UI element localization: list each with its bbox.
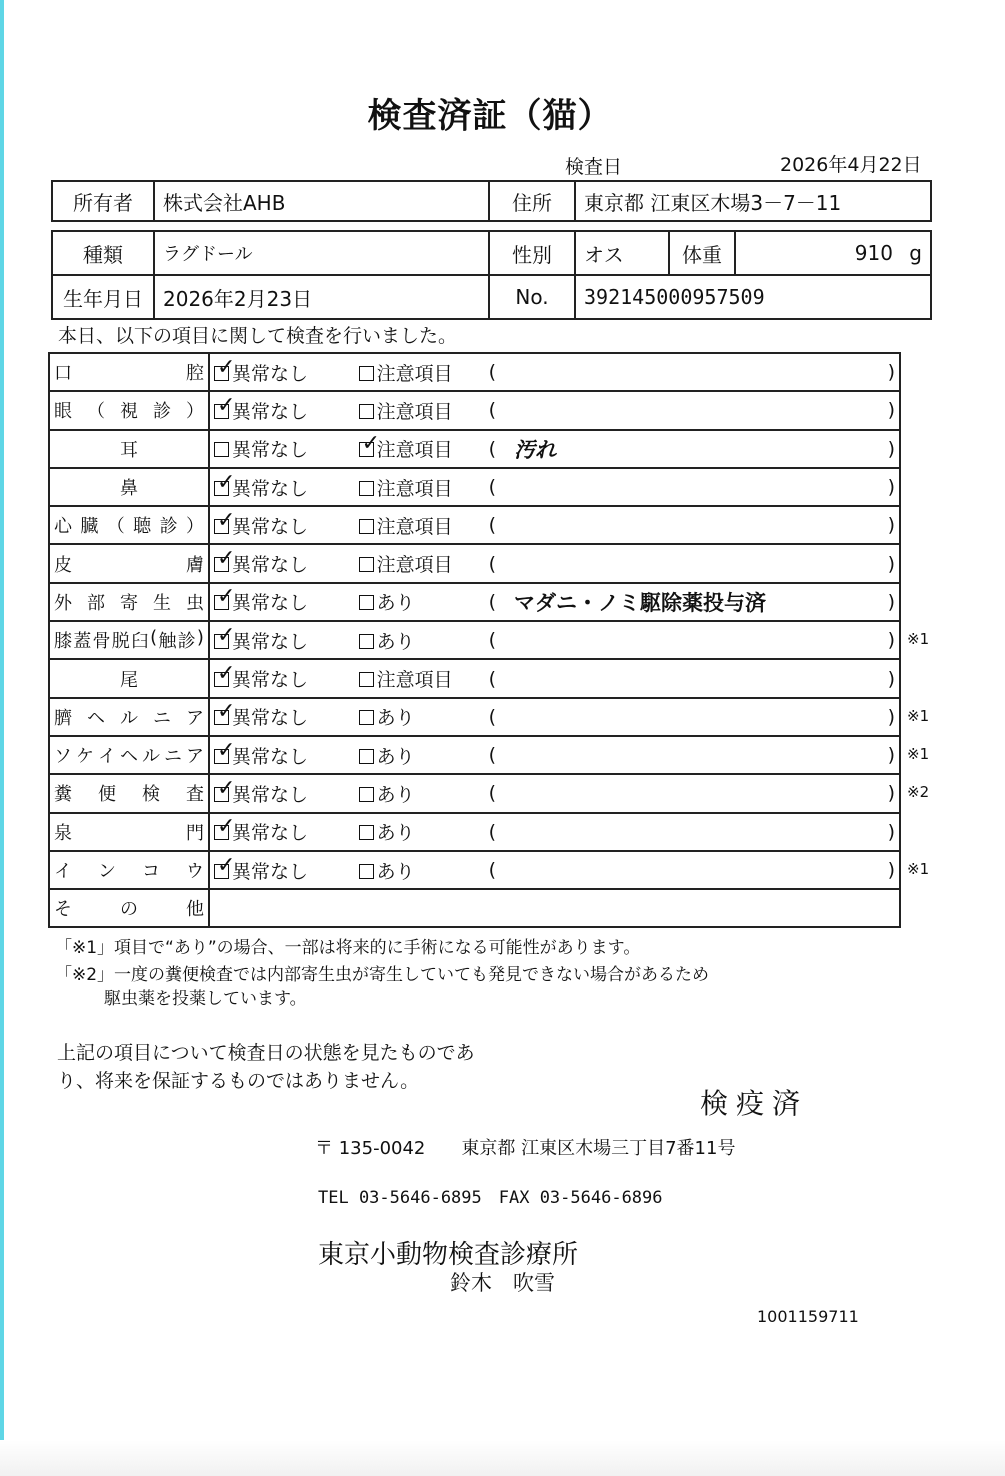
item-name-cell — [49, 621, 209, 659]
item-note-cell — [485, 736, 900, 774]
clinic-address: 〒 135-0042 東京都 江東区木場三丁目7番11号 — [315, 1138, 736, 1159]
option-label: あり — [376, 592, 415, 615]
checkbox-icon[interactable] — [214, 699, 236, 725]
no-label: No. — [489, 275, 575, 319]
checkmark-icon: ✓ — [217, 354, 236, 380]
option-label: 異常なし — [232, 745, 309, 768]
item-note-cell — [485, 544, 900, 582]
option-flag[interactable] — [359, 780, 415, 807]
inspection-row — [49, 698, 900, 736]
checkbox-icon[interactable] — [214, 775, 236, 802]
option-normal[interactable] — [214, 507, 309, 539]
item-note: マダニ・ノミ駆除薬投与済 — [514, 590, 767, 615]
inspection-row — [49, 851, 900, 889]
option-flag[interactable] — [359, 474, 453, 501]
option-label: 異常なし — [232, 783, 309, 806]
paren-open: ( — [488, 782, 497, 805]
checkbox-icon[interactable] — [214, 622, 236, 649]
option-label: 注意項目 — [376, 400, 453, 423]
option-label: あり — [376, 707, 415, 730]
inspection-row — [49, 621, 900, 659]
option-normal[interactable] — [214, 737, 309, 769]
option-flag[interactable] — [359, 703, 415, 730]
inspection-row — [49, 583, 900, 621]
checkbox-icon[interactable] — [214, 507, 236, 534]
inspection-table — [48, 352, 901, 928]
item-note-cell — [485, 774, 900, 812]
breed-value: ラグドール — [154, 231, 489, 275]
checkbox-icon[interactable] — [214, 661, 236, 687]
item-note-cell — [485, 468, 900, 506]
birth-label: 生年月日 — [52, 275, 154, 319]
option-label: 異常なし — [232, 439, 309, 462]
item-name: 泉 門 — [54, 822, 204, 844]
inspector-name: 鈴木 吹雪 — [450, 1271, 555, 1295]
checkbox-icon[interactable] — [214, 852, 236, 879]
option-normal[interactable] — [214, 775, 309, 807]
option-label: 注意項目 — [376, 554, 453, 577]
page-title: 検査済証（猫） — [367, 96, 613, 136]
option-normal[interactable] — [214, 354, 309, 386]
option-label: 異常なし — [232, 860, 309, 883]
paren-close: ) — [887, 782, 895, 805]
checkmark-icon: ✓ — [217, 469, 236, 495]
checkmark-icon: ✓ — [217, 814, 236, 840]
checkbox-icon[interactable] — [359, 672, 374, 687]
item-name: 眼 （ 視 診 ） — [54, 401, 204, 423]
other-label: そ の 他 — [54, 899, 204, 921]
option-normal[interactable] — [214, 661, 309, 692]
item-name-cell — [49, 659, 209, 697]
owner-value: 株式会社AHB — [154, 181, 489, 221]
option-label: 注意項目 — [376, 439, 453, 462]
item-name-cell — [49, 851, 209, 889]
item-name: 心 臓 （ 聴 診 ） — [54, 516, 204, 538]
item-name-cell — [49, 430, 209, 468]
option-label: 注意項目 — [376, 362, 453, 385]
option-flag[interactable] — [359, 857, 415, 884]
option-label: あり — [376, 822, 415, 845]
checkmark-icon: ✓ — [217, 852, 236, 878]
paren-close: ) — [887, 744, 895, 767]
checkbox-icon[interactable] — [359, 825, 374, 840]
checkmark-icon: ✓ — [217, 622, 236, 648]
option-label: 異常なし — [232, 554, 309, 577]
item-name-cell — [49, 544, 209, 582]
paren-close: ) — [887, 705, 895, 728]
option-flag[interactable] — [359, 627, 415, 654]
item-name: 外 部 寄 生 虫 — [54, 592, 204, 614]
option-label: 異常なし — [232, 515, 309, 538]
footnote-mark: ※2 — [907, 783, 930, 802]
inspection-row — [49, 353, 900, 391]
footnote-mark: ※1 — [907, 859, 930, 878]
option-label: あり — [376, 630, 415, 653]
paren-close: ) — [887, 361, 895, 384]
scan-edge — [0, 0, 4, 1476]
checkmark-icon: ✓ — [217, 661, 236, 687]
inspection-row — [49, 774, 900, 812]
paren-open: ( — [488, 437, 497, 460]
item-note-cell — [485, 698, 900, 736]
footnote-mark: ※1 — [907, 706, 930, 725]
option-label: 異常なし — [232, 400, 309, 423]
address-value: 東京都 江東区木場3－7－11 — [575, 181, 931, 221]
exam-date-label: 検査日 — [565, 156, 623, 178]
inspection-row — [49, 736, 900, 774]
item-note-cell — [485, 506, 900, 544]
checkmark-icon: ✓ — [361, 431, 381, 457]
item-name: 皮 膚 — [54, 554, 204, 576]
option-label: 注意項目 — [376, 477, 453, 500]
option-label: 異常なし — [232, 707, 309, 730]
option-label: 異常なし — [232, 477, 309, 500]
paren-open: ( — [488, 552, 497, 575]
item-name: イ ン コ ウ — [54, 861, 204, 882]
paren-close: ) — [887, 437, 895, 460]
checkbox-icon[interactable] — [359, 557, 374, 572]
item-name-cell — [49, 506, 209, 544]
option-label: 異常なし — [232, 822, 309, 845]
option-label: 注意項目 — [376, 669, 453, 692]
checkbox-icon[interactable] — [359, 519, 374, 534]
other-value — [209, 889, 900, 927]
option-flag[interactable] — [359, 818, 415, 845]
checkbox-icon[interactable] — [359, 749, 374, 764]
paren-close: ) — [887, 859, 895, 881]
sex-label: 性別 — [489, 231, 575, 275]
clinic-tel-fax: TEL 03-5646-6895 FAX 03-5646-6896 — [318, 1188, 663, 1208]
option-label: 異常なし — [232, 592, 309, 615]
item-name-cell — [49, 353, 209, 391]
quarantine-stamp: 検疫済 — [700, 1087, 809, 1120]
weight-cell — [735, 231, 931, 275]
option-flag[interactable] — [359, 431, 453, 462]
scan-shadow — [0, 1440, 1005, 1476]
paren-open: ( — [488, 399, 497, 422]
item-name: 尾 — [120, 669, 138, 691]
serial-number: 1001159711 — [757, 1307, 859, 1326]
paren-open: ( — [488, 361, 497, 384]
option-flag[interactable] — [359, 742, 415, 769]
checkbox-icon[interactable] — [359, 634, 374, 649]
checkmark-icon: ✓ — [217, 546, 236, 572]
checkmark-icon: ✓ — [217, 737, 236, 763]
intro-text: 本日、以下の項目に関して検査を行いました。 — [58, 325, 458, 347]
exam-date-value: 2026年4月22日 — [780, 154, 922, 176]
footnote-mark: ※1 — [907, 630, 930, 649]
item-note-cell — [485, 430, 900, 468]
owner-label: 所有者 — [52, 181, 154, 221]
checkbox-icon[interactable] — [359, 864, 374, 879]
inspection-row — [49, 813, 900, 851]
option-normal[interactable] — [214, 852, 309, 884]
item-name: 鼻 — [120, 478, 138, 500]
item-name: 口 腔 — [54, 363, 204, 385]
checkbox-icon[interactable] — [359, 710, 374, 725]
item-note-cell — [485, 583, 900, 621]
inspection-row — [49, 659, 900, 697]
checkbox-icon[interactable] — [214, 442, 229, 457]
option-label: 注意項目 — [376, 515, 453, 538]
no-value: 392145000957509 — [575, 275, 931, 319]
item-note-cell — [485, 391, 900, 429]
paren-open: ( — [488, 590, 497, 613]
paren-open: ( — [488, 859, 497, 881]
option-label: あり — [376, 745, 415, 768]
checkbox-icon[interactable] — [214, 546, 236, 572]
address-label: 住所 — [489, 181, 575, 221]
item-name: ソ ケ イ ヘ ル ニ ア — [54, 746, 204, 768]
paren-open: ( — [488, 820, 497, 843]
paren-open: ( — [488, 705, 497, 728]
checkbox-icon[interactable] — [359, 481, 374, 496]
breed-label: 種類 — [52, 231, 154, 275]
checkbox-icon[interactable] — [359, 366, 374, 381]
inspection-row — [49, 468, 900, 506]
option-normal[interactable] — [214, 699, 309, 730]
paren-close: ) — [887, 667, 895, 690]
paren-close: ) — [887, 399, 895, 422]
paren-close: ) — [887, 476, 895, 499]
item-note-cell — [485, 659, 900, 697]
item-note-cell — [485, 621, 900, 659]
checkbox-icon[interactable] — [359, 595, 374, 610]
inspection-row — [49, 506, 900, 544]
checkmark-icon: ✓ — [217, 392, 236, 418]
item-name-cell — [49, 698, 209, 736]
paren-open: ( — [488, 476, 497, 499]
option-label: あり — [376, 860, 415, 883]
note-2: 「※2」一度の糞便検査では内部寄生虫が寄生していても発見できない場合があるため — [55, 965, 710, 985]
checkmark-icon: ✓ — [217, 507, 236, 533]
option-flag[interactable] — [359, 665, 453, 692]
paren-close: ) — [887, 590, 895, 613]
paren-open: ( — [488, 667, 497, 690]
option-label: 異常なし — [232, 362, 309, 385]
animal-table — [51, 230, 932, 320]
option-flag[interactable] — [359, 550, 453, 577]
option-flag[interactable] — [359, 397, 453, 424]
option-normal[interactable] — [214, 469, 309, 501]
item-name: 耳 — [120, 439, 138, 461]
item-note: 汚れ — [514, 436, 557, 462]
inspection-row — [49, 430, 900, 468]
checkbox-icon[interactable] — [214, 584, 236, 610]
paren-close: ) — [887, 820, 895, 843]
disclaimer: 上記の項目について検査日の状態を見たものであり、将来を保証するものではありません。 — [57, 1042, 475, 1092]
paren-open: ( — [488, 514, 497, 537]
option-label: 異常なし — [232, 630, 309, 653]
option-normal[interactable] — [214, 814, 309, 845]
footnote-mark: ※1 — [907, 745, 930, 763]
item-name-cell — [49, 774, 209, 812]
paren-close: ) — [887, 514, 895, 537]
note-1: 「※1」項目で“あり”の場合、一部は将来的に手術になる可能性があります。 — [55, 938, 641, 958]
checkmark-icon: ✓ — [217, 699, 236, 725]
option-label: あり — [376, 783, 415, 806]
item-name-cell — [49, 468, 209, 506]
checkmark-icon: ✓ — [217, 584, 236, 610]
checkbox-icon[interactable] — [214, 392, 236, 419]
item-name: 糞 便 検 査 — [54, 784, 204, 806]
checkbox-icon[interactable] — [214, 814, 236, 840]
item-name: 膝 蓋 骨 脱 臼 ( 触 診 ) — [54, 627, 204, 653]
item-name-cell — [49, 391, 209, 429]
weight-label: 体重 — [669, 231, 735, 275]
option-flag[interactable] — [359, 359, 453, 386]
item-note-cell — [485, 813, 900, 851]
checkmark-icon: ✓ — [217, 775, 236, 801]
inspection-row — [49, 544, 900, 582]
item-note-cell — [485, 851, 900, 889]
item-name-cell — [49, 736, 209, 774]
checkbox-icon[interactable] — [359, 431, 381, 457]
option-normal[interactable] — [214, 622, 309, 654]
option-flag[interactable] — [359, 512, 453, 539]
item-note-cell — [485, 353, 900, 391]
item-name-cell — [49, 583, 209, 621]
checkbox-icon[interactable] — [214, 469, 236, 496]
item-name-cell — [49, 813, 209, 851]
paren-open: ( — [488, 629, 497, 652]
paren-close: ) — [887, 552, 895, 575]
checkbox-icon[interactable] — [214, 354, 236, 381]
checkbox-icon[interactable] — [359, 787, 374, 802]
checkbox-icon[interactable] — [359, 404, 374, 419]
sex-value: オス — [575, 231, 669, 275]
owner-table — [51, 180, 932, 222]
birth-value: 2026年2月23日 — [154, 275, 489, 319]
option-normal[interactable] — [214, 546, 309, 577]
clinic-name: 東京小動物検査診療所 — [318, 1240, 579, 1270]
note-2-cont: 駆虫薬を投薬しています。 — [104, 989, 307, 1009]
option-normal[interactable] — [214, 435, 308, 462]
item-name: 臍 ヘ ル ニ ア — [54, 707, 204, 729]
paren-close: ) — [887, 629, 895, 652]
option-flag[interactable] — [359, 588, 415, 615]
paren-open: ( — [488, 744, 497, 767]
weight-value: 910 — [854, 241, 893, 265]
checkbox-icon[interactable] — [214, 737, 236, 764]
option-normal[interactable] — [214, 584, 309, 615]
inspection-row — [49, 391, 900, 429]
weight-unit: g — [909, 241, 922, 265]
option-label: 異常なし — [232, 669, 309, 692]
other-label-cell — [49, 889, 209, 927]
option-normal[interactable] — [214, 392, 309, 424]
